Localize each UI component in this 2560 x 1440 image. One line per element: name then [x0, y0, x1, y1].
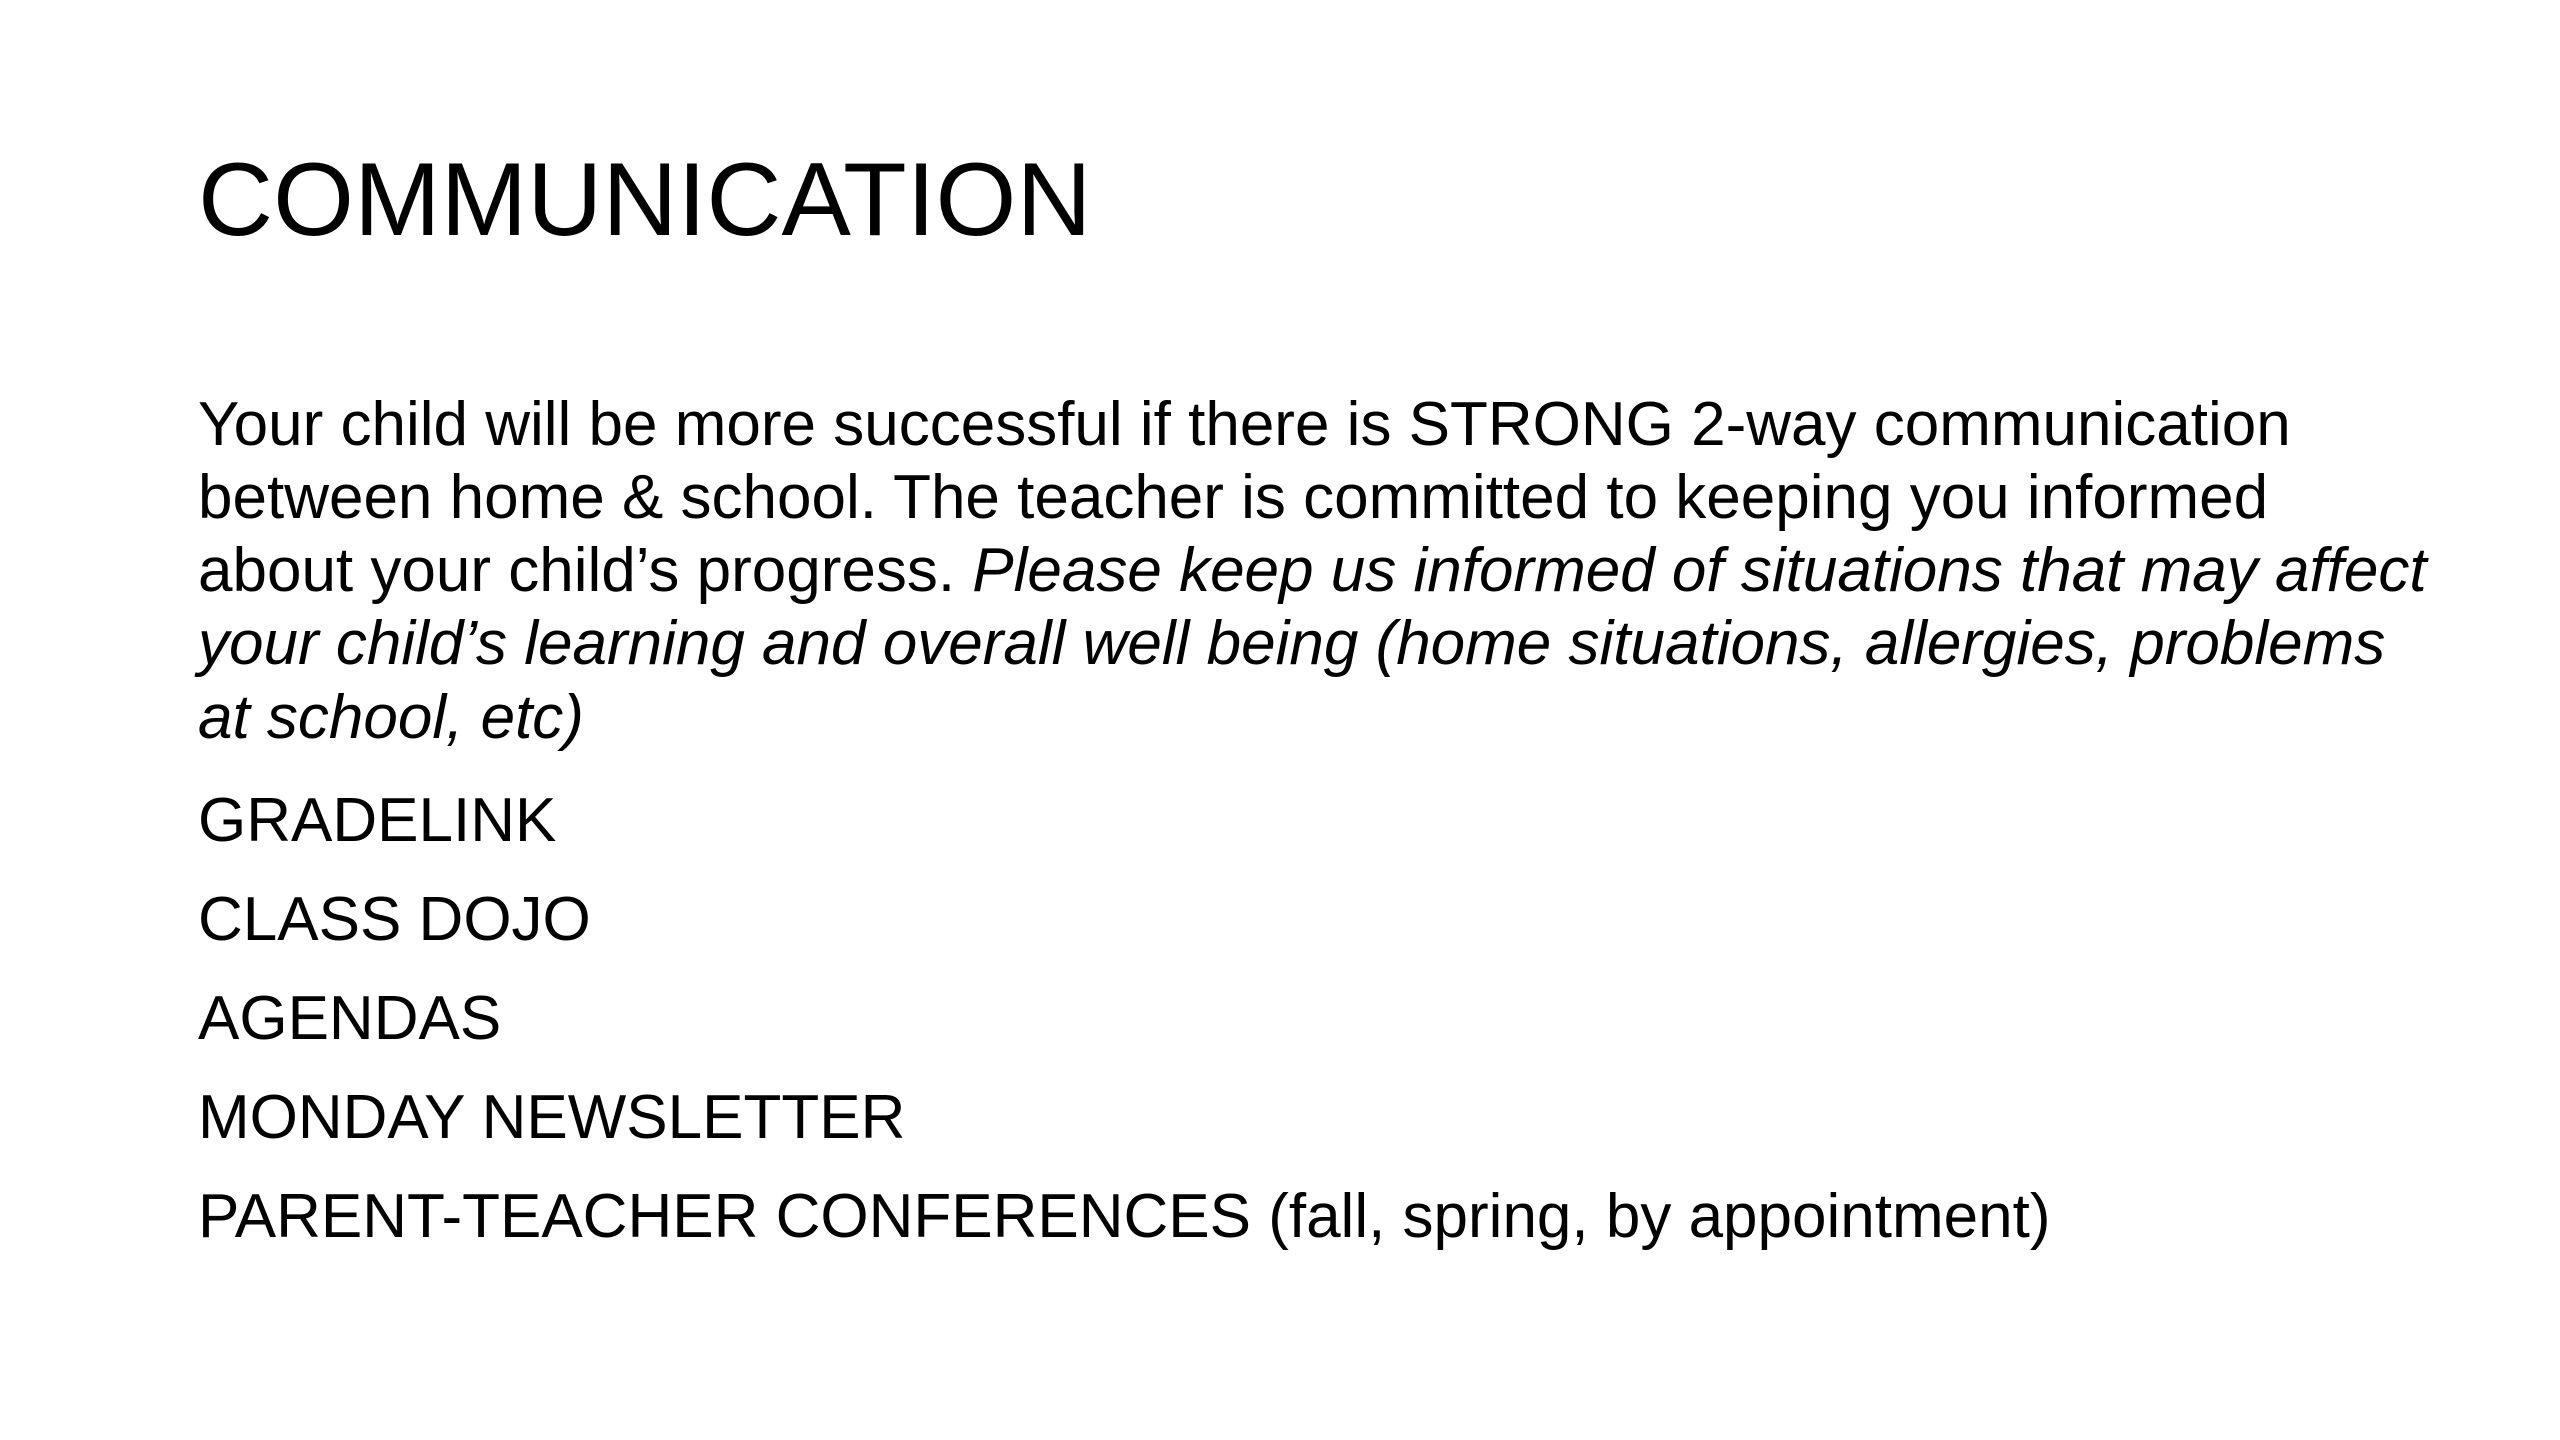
intro-paragraph: [198, 388, 2438, 754]
list-item-agendas: AGENDAS: [198, 984, 502, 1054]
slide-body: [198, 388, 2438, 1280]
intro-paragraph-italic: Please keep us informed of situations that may affect your child’s learning and overall well being (home situations, allergies, problems at school, etc): [198, 536, 2427, 752]
list-item-gradelink: GRADELINK: [198, 785, 557, 855]
list-item-class-dojo: CLASS DOJO: [198, 884, 591, 954]
list-item-monday-newsletter: MONDAY NEWSLETTER: [198, 1083, 906, 1153]
list-item-parent-teacher-conferences: PARENT-TEACHER CONFERENCES (fall, spring, by appointment): [198, 1182, 2051, 1252]
intro-paragraph-text: Your child will be more successful if there is STRONG 2-way communication between home & school. The teacher is committed to keeping you informed about your child’s progress.: [198, 390, 2291, 606]
slide-title: COMMUNICATION: [198, 142, 1092, 258]
